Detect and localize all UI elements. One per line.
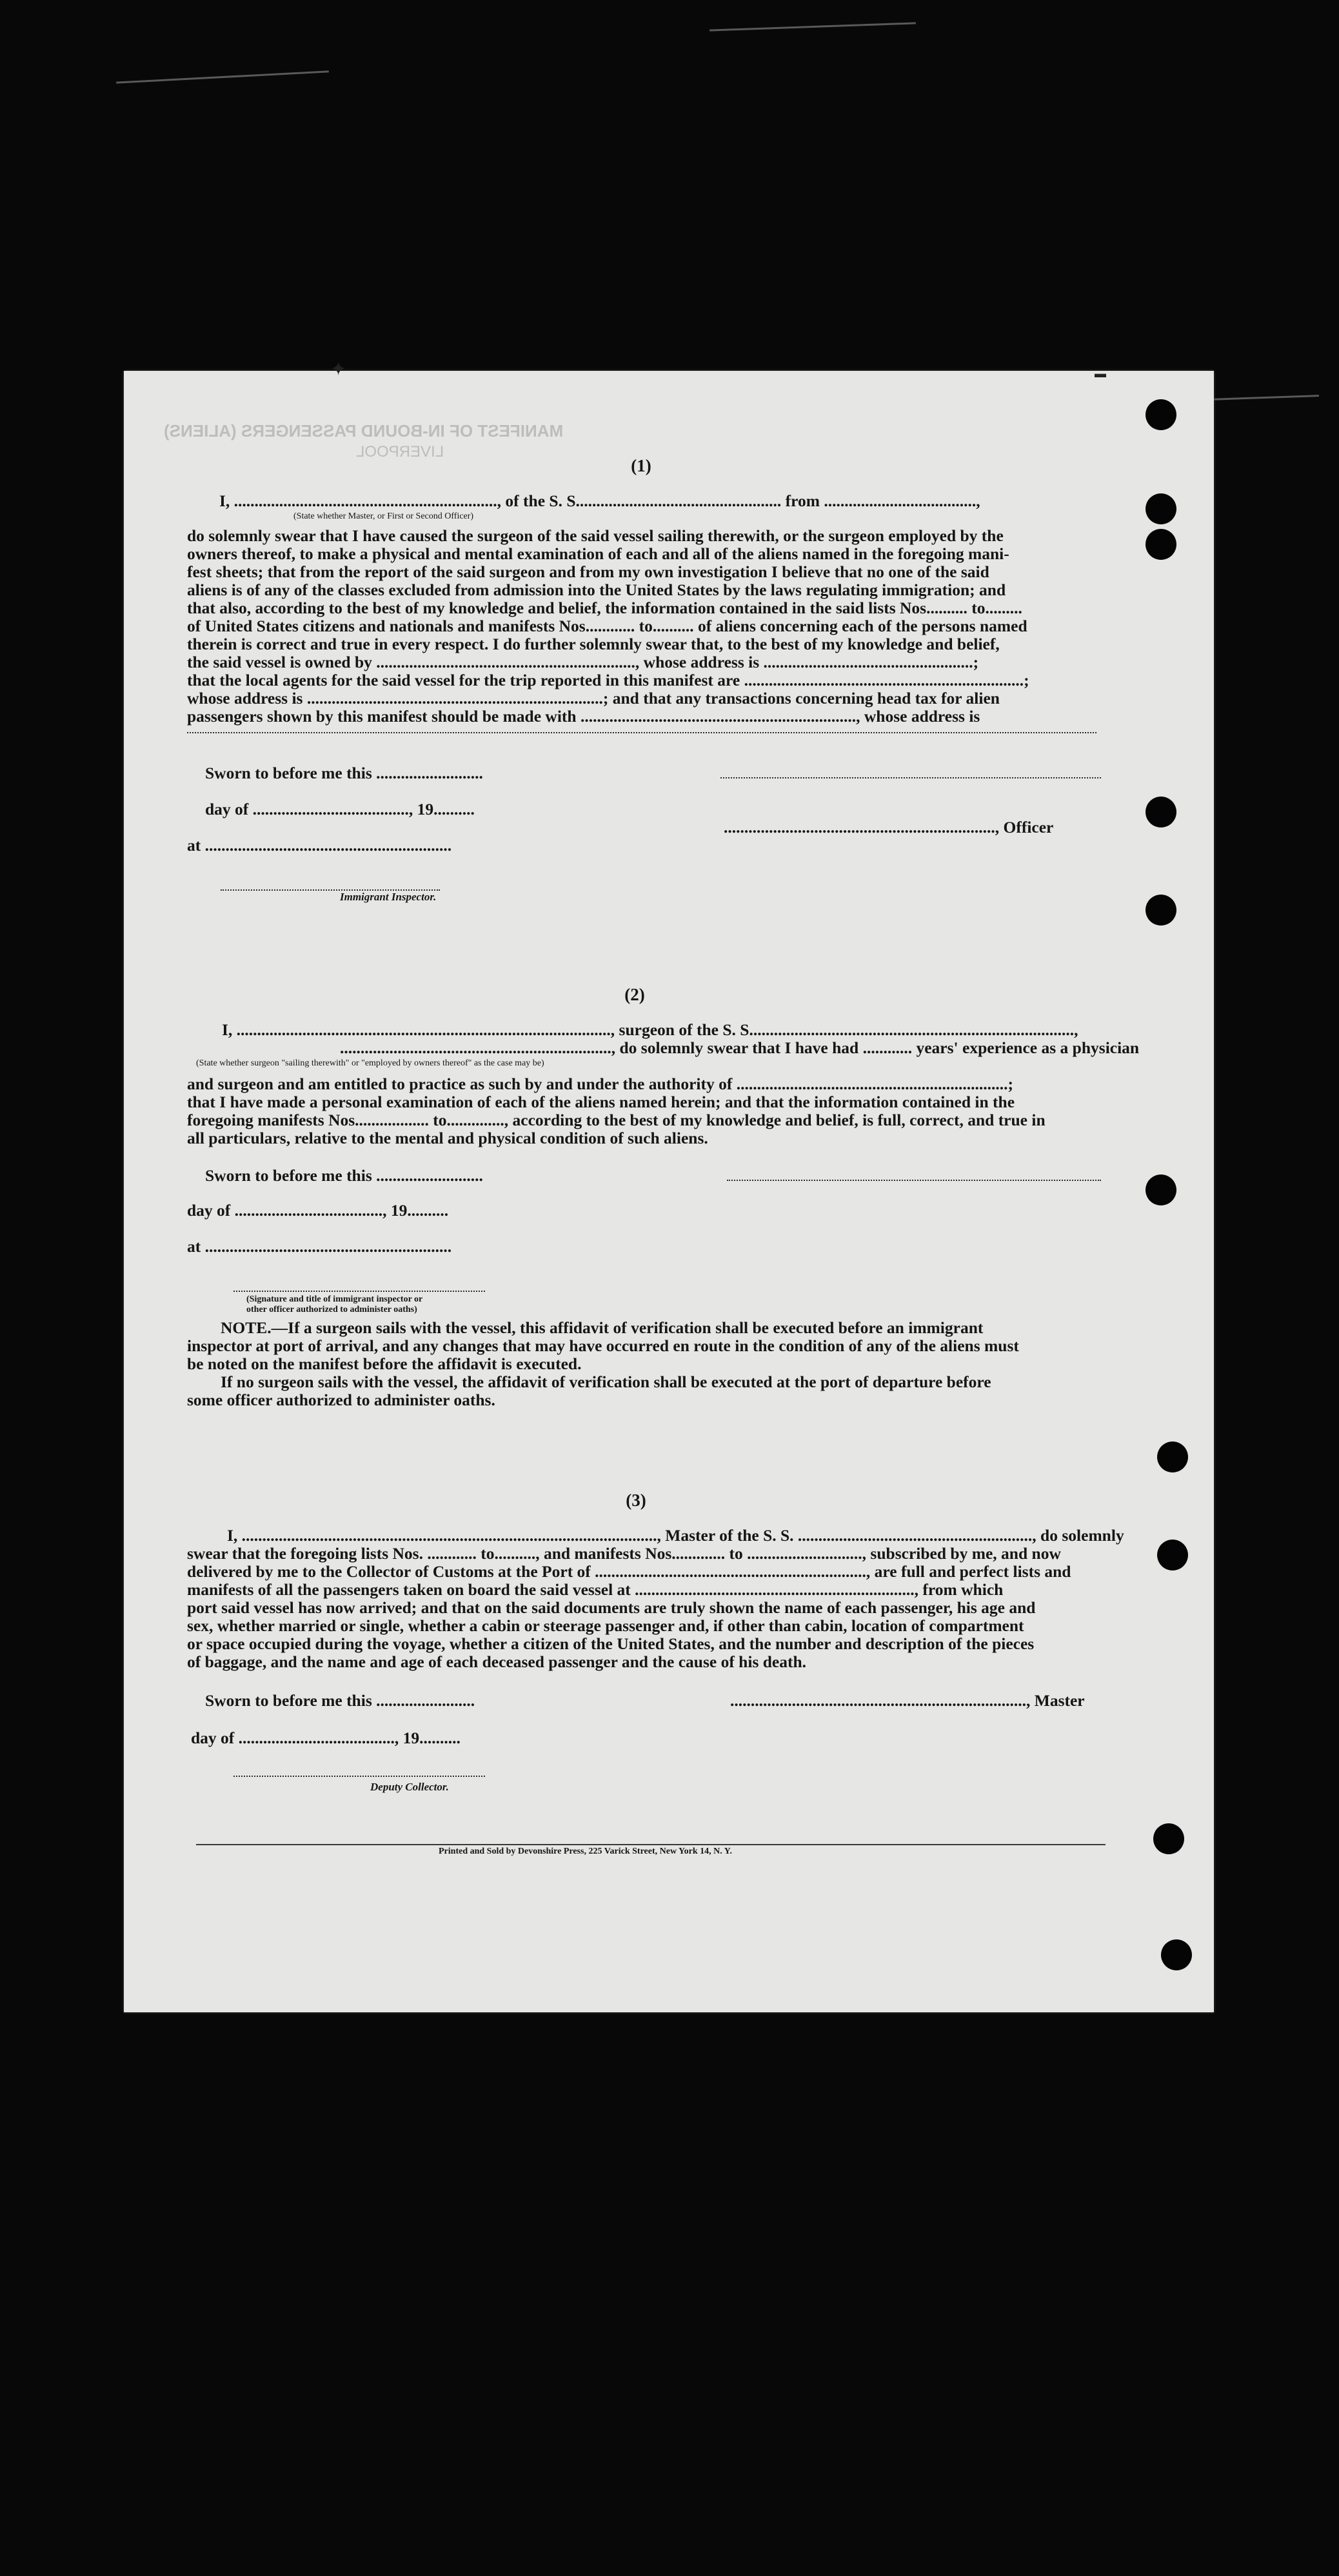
surgeon-signature-rule — [727, 1180, 1101, 1181]
section-3-heading: (3) — [626, 1491, 646, 1510]
section-2-line-1: I, ..........................................................................................., surgeon of the S. S..............................................................................., — [222, 1020, 1078, 1039]
section-1-text-line: the said vessel is owned by ..............................................................., whose address is ...................................................; — [187, 653, 979, 671]
scan-artifact-line — [709, 22, 916, 31]
oath-officer-caption: (Signature and title of immigrant inspector or — [246, 1294, 423, 1304]
note-line: If no surgeon sails with the vessel, the affidavit of verification shall be executed at the port of departure before — [221, 1372, 991, 1391]
officer-signature-rule — [720, 777, 1101, 778]
corner-mark: ▬ — [1095, 367, 1106, 380]
scan-artifact-line — [116, 70, 329, 83]
section-3-text-line: swear that the foregoing lists Nos. ............ to.........., and manifests Nos............. to ............................, subscribed by me, and now — [187, 1544, 1061, 1563]
section-1-text-line: therein is correct and true in every respect. I do further solemnly swear that, to the best of my knowledge and belief, — [187, 635, 1000, 653]
section-1-day: day of ......................................, 19.......... — [205, 800, 475, 818]
section-3-text-line: port said vessel has now arrived; and that on the said documents are truly shown the name of each passenger, his age and — [187, 1598, 1036, 1617]
section-1-text-line: passengers shown by this manifest should be made with ..................................................................., whose address is — [187, 707, 980, 726]
punch-hole — [1146, 895, 1176, 926]
section-2-line-2: .................................................................., do solemnly swear that I have had ............ years' experience as a physician — [340, 1038, 1140, 1057]
section-3-text-line: or space occupied during the voyage, whether a citizen of the United States, and the number and description of the pieces — [187, 1634, 1035, 1653]
punch-hole — [1146, 797, 1176, 827]
section-2-text-line: that I have made a personal examination of each of the aliens named herein; and that the information contained in the — [187, 1093, 1015, 1111]
footer-rule — [196, 1844, 1106, 1845]
section-1-text-line: do solemnly swear that I have caused the surgeon of the said vessel sailing therewith, or the surgeon employed by the — [187, 526, 1004, 545]
punch-hole — [1153, 1823, 1184, 1854]
note-line: some officer authorized to administer oaths. — [187, 1391, 495, 1409]
punch-hole — [1146, 529, 1176, 560]
scan-artifact-line — [1209, 395, 1319, 401]
oath-officer-caption: other officer authorized to administer oaths) — [246, 1305, 417, 1314]
section-2-heading: (2) — [624, 985, 645, 1004]
address-rule — [187, 732, 1096, 733]
section-1-text-line: whose address is ........................................................................; and that any transactions concerning head tax for alien — [187, 689, 1000, 708]
section-2-text-line: all particulars, relative to the mental and physical condition of such aliens. — [187, 1129, 708, 1147]
section-3-text-line: delivered by me to the Collector of Customs at the Port of .................................................................., are full and perfect lists and — [187, 1562, 1071, 1581]
section-1-officer: .................................................................., Officer — [724, 818, 1054, 837]
immigrant-inspector-caption: Immigrant Inspector. — [340, 891, 437, 903]
deputy-collector-caption: Deputy Collector. — [370, 1781, 449, 1793]
section-3-text-line: manifests of all the passengers taken on board the said vessel at ...................................................................., from which — [187, 1580, 1004, 1599]
punch-hole — [1146, 493, 1176, 524]
section-1-text-line: aliens is of any of the classes excluded from admission into the United States by the laws regulating immigration; and — [187, 580, 1006, 599]
section-1-caption: (State whether Master, or First or Second Officer) — [293, 511, 474, 521]
section-3-text-line: sex, whether married or single, whether a cabin or steerage passenger and, if other than cabin, location of compartment — [187, 1616, 1024, 1635]
section-1-text-line: that also, according to the best of my knowledge and belief, the information contained in the said lists Nos.......... to......... — [187, 599, 1022, 617]
section-3-text-line: I, ....................................................................................................., Master of the S. S. ........................................................., do solemnly — [227, 1526, 1124, 1545]
section-1-text-line: fest sheets; that from the report of the said surgeon and from my own investigation I believe that no one of the said — [187, 562, 989, 581]
bleed-through-header: MANIFEST OF IN-BOUND PASSENGERS (ALIENS) — [164, 421, 564, 441]
section-3-master: ........................................................................, Master — [730, 1691, 1085, 1710]
document-page — [124, 359, 1214, 2012]
section-3-sworn: Sworn to before me this ........................ — [205, 1691, 475, 1710]
note-line: inspector at port of arrival, and any changes that may have occurred en route in the condition of any of the aliens must — [187, 1336, 1019, 1355]
section-1-text-line: that the local agents for the said vessel for the trip reported in this manifest are ....................................................................; — [187, 671, 1029, 689]
section-1-line-1: I, ................................................................, of the S. S.................................................. from ....................................., — [219, 491, 980, 510]
section-1-at: at ............................................................ — [187, 836, 452, 855]
corner-mark: ✦ — [330, 359, 347, 380]
section-1-text-line: owners thereof, to make a physical and mental examination of each and all of the aliens named in the foregoing mani- — [187, 544, 1009, 563]
note-line: NOTE.—If a surgeon sails with the vessel, this affidavit of verification shall be executed before an immigrant — [221, 1318, 984, 1337]
section-3-day: day of ......................................, 19.......... — [191, 1729, 461, 1747]
section-2-day: day of ...................................., 19.......... — [187, 1201, 449, 1220]
bleed-through-port: LIVERPOOL — [356, 443, 444, 461]
section-1-heading: (1) — [631, 456, 651, 475]
section-2-at: at ............................................................ — [187, 1237, 452, 1256]
punch-hole — [1157, 1442, 1188, 1472]
punch-hole — [1146, 1174, 1176, 1205]
section-3-text-line: of baggage, and the name and age of each deceased passenger and the cause of his death. — [187, 1652, 807, 1671]
note-line: be noted on the manifest before the affidavit is executed. — [187, 1354, 582, 1373]
deputy-signature-rule — [233, 1776, 485, 1777]
punch-hole — [1146, 399, 1176, 430]
printer-imprint: Printed and Sold by Devonshire Press, 225 Varick Street, New York 14, N. Y. — [439, 1847, 733, 1856]
section-2-sworn: Sworn to before me this .......................... — [205, 1166, 483, 1185]
punch-hole — [1161, 1939, 1192, 1970]
section-2-text-line: and surgeon and am entitled to practice as such by and under the authority of ..................................................................; — [187, 1075, 1013, 1093]
section-2-caption: (State whether surgeon "sailing therewith" or "employed by owners thereof" as the case may be) — [196, 1058, 544, 1068]
punch-hole — [1157, 1540, 1188, 1570]
oath-officer-signature-rule — [233, 1291, 485, 1292]
section-2-text-line: foregoing manifests Nos.................. to.............., according to the best of my knowledge and belief, is full, correct, and true in — [187, 1111, 1046, 1129]
section-1-text-line: of United States citizens and nationals and manifests Nos............ to.......... of aliens concerning each of the persons named — [187, 617, 1027, 635]
section-1-sworn: Sworn to before me this .......................... — [205, 764, 483, 782]
